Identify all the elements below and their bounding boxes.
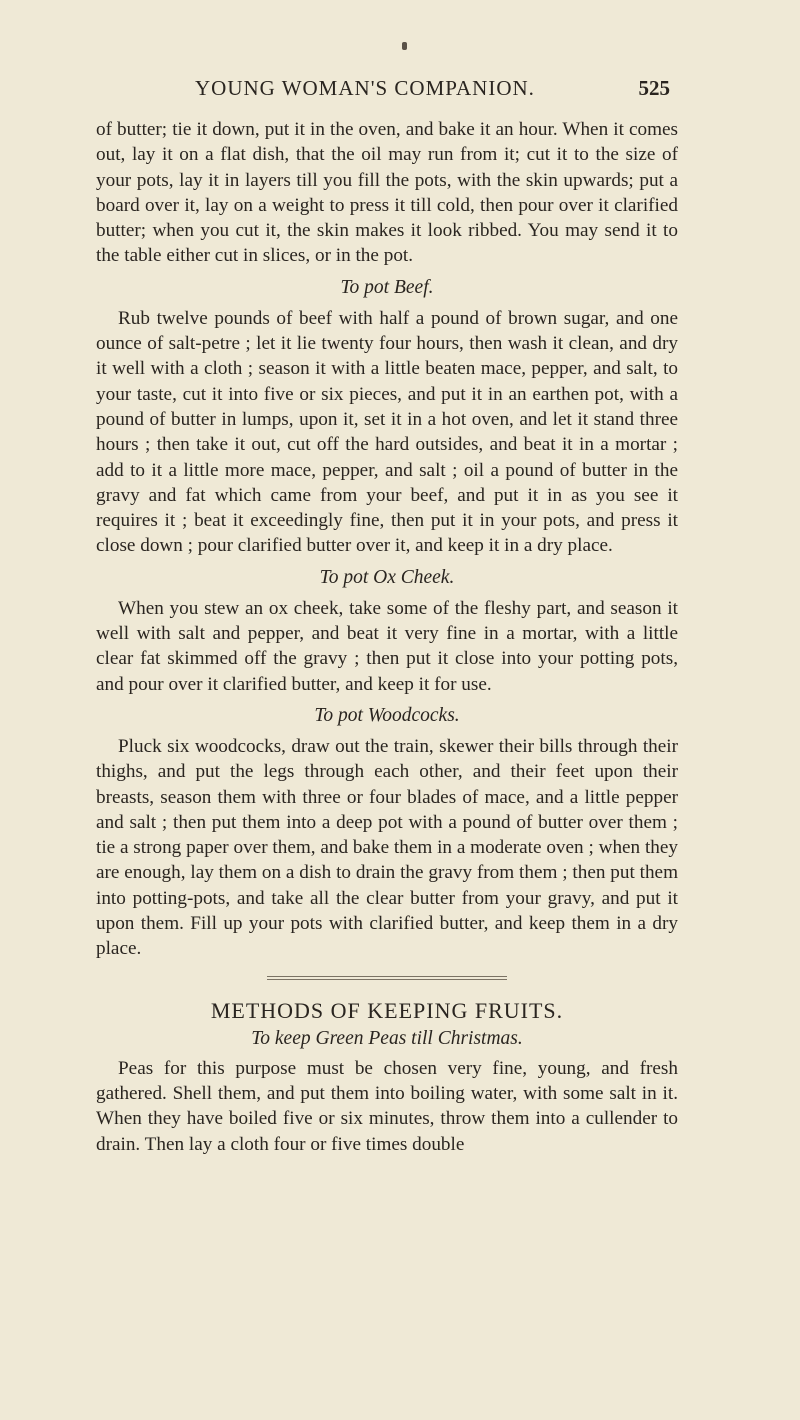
recipe-heading-beef: To pot Beef.	[340, 276, 434, 298]
recipe-heading-ox-cheek: To pot Ox Cheek.	[319, 566, 455, 588]
recipe-text-green-peas: Peas for this purpose must be chosen very fine, young, and fresh gathered. Shell them, and put them into boiling water, with some salt in it. When they have boiled five or six minutes, throw them into a cullender to drain. Then lay a cloth four or five times double	[96, 1057, 678, 1155]
page-number: 525	[638, 76, 670, 100]
page-body	[96, 117, 678, 1157]
recipe-text-beef: Rub twelve pounds of beef with half a pound of brown sugar, and one ounce of salt-petre ; let it lie twenty four hours, then wash it clean, and dry it well with a cloth ; season it with a little beaten mace, pepper, and salt, to your taste, cut it into five or six pieces, and put it in an earthen pot, with a pound of butter in lumps, upon it, set it in a hot oven, and let it stand three hours ; then take it out, cut off the hard outsides, and beat it in a mortar ; add to it a little more mace, pepper, and salt ; oil a pound of butter in the gravy and fat which came from your beef, and put it in as you see it requires it ; beat it exceedingly fine, then put it in your pots, and press it close down ; pour clarified butter over it, and keep it in a dry place.	[96, 307, 678, 557]
section-divider	[267, 976, 507, 980]
recipe-text-ox-cheek: When you stew an ox cheek, take some of the fleshy part, and season it well with salt and pepper, and beat it very fine in a mortar, with a little clear fat skimmed off the gravy ; then put it close into your potting pots, and pour over it clarified butter, and keep it for use.	[96, 597, 678, 695]
ink-speck	[402, 42, 407, 50]
recipe-text-woodcocks: Pluck six woodcocks, draw out the train, skewer their bills through their thighs, and put the legs through each other, and their feet upon their breasts, season them with three or four blades of mace, and a little pepper and salt ; then put them into a deep pot with a pound of butter over them ; tie a strong paper over them, and bake them in a moderate oven ; when they are enough, lay them on a dish to drain the gravy from them ; then put them into potting-pots, and take all the clear butter from your gravy, and put it upon them. Fill up your pots with clarified butter, and keep them in a dry place.	[96, 735, 678, 960]
recipe-heading-woodcocks: To pot Woodcocks.	[314, 704, 460, 726]
section-title: METHODS OF KEEPING FRUITS.	[210, 997, 564, 1023]
paragraph-continuation: of butter; tie it down, put it in the oven, and bake it an hour. When it comes out, lay it on a flat dish, that the oil may run from it; cut it to the size of your pots, lay it in layers till you fill the pots, with the skin upwards; put a board over it, lay on a weight to press it till cold, then pour over it clarified butter; when you cut it, the skin makes it look ribbed. You may send it to the table either cut in slices, or in the pot.	[96, 119, 678, 267]
recipe-heading-green-peas: To keep Green Peas till Christmas.	[251, 1027, 523, 1049]
running-header	[195, 76, 670, 101]
running-title: YOUNG WOMAN'S COMPANION.	[195, 76, 535, 100]
